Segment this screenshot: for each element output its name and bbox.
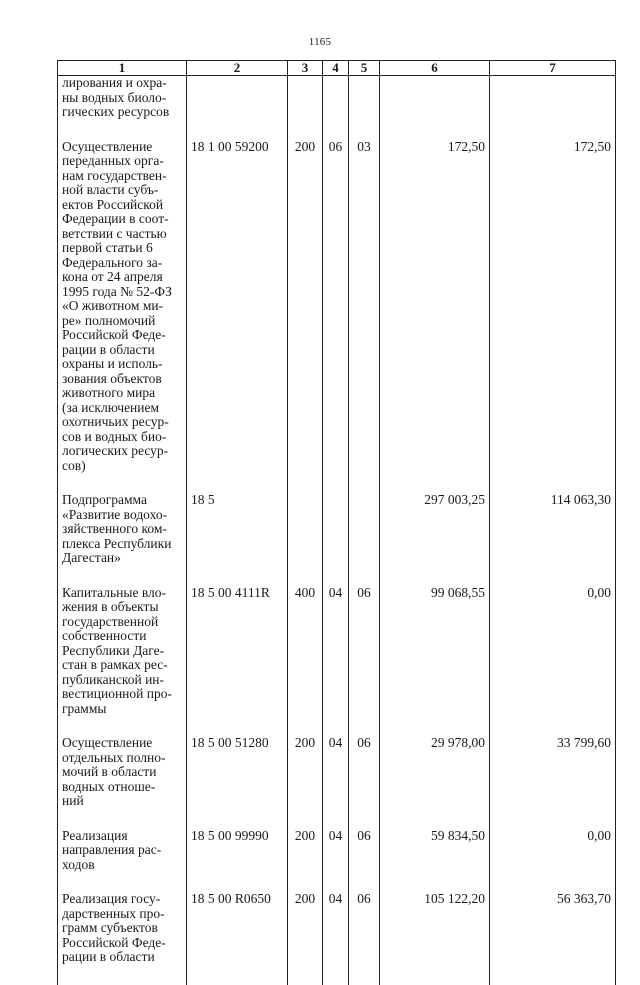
row-col5-cell (349, 493, 380, 586)
table-row (58, 493, 616, 586)
row-name-line: ходов (62, 856, 95, 872)
row-col6-amount: 297 003,25 (380, 493, 490, 586)
row-name-line: животного мира (62, 385, 156, 400)
row-name-cell (58, 140, 187, 494)
row-col6-amount (380, 76, 490, 140)
row-name-line: рации в области (62, 949, 155, 964)
table-row (58, 76, 616, 140)
row-col4-cell (323, 76, 349, 140)
row-name-line: направления рас- (62, 842, 162, 857)
row-col4-cell: 04 (323, 892, 349, 985)
row-code-cell (187, 76, 288, 140)
row-name-line: государственной (62, 613, 159, 629)
row-name-line: жения в объекты (62, 599, 159, 614)
row-name-line: Дагестан» (62, 550, 121, 565)
row-col5-cell: 03 (349, 140, 380, 494)
row-name-line: (за исключением (62, 399, 160, 415)
row-col6-amount: 59 834,50 (380, 829, 490, 893)
row-name-line: охраны и исполь- (62, 356, 163, 371)
row-name-line: гических ресурсов (62, 104, 170, 119)
header-col-5: 5 (349, 61, 380, 76)
row-name-line: сов и водных био- (62, 428, 167, 444)
row-name-line: ний (62, 793, 84, 808)
row-col3-cell (288, 493, 323, 586)
row-name-line: ре» полномочий (62, 312, 156, 328)
row-col3-cell: 200 (288, 140, 323, 494)
row-col7-amount: 0,00 (490, 586, 616, 737)
header-col-2: 2 (187, 61, 288, 76)
row-col6-amount: 29 978,00 (380, 736, 490, 829)
row-code-cell: 18 5 00 51280 (187, 736, 288, 829)
table-row (58, 829, 616, 893)
row-name-line: первой статьи 6 (62, 240, 153, 255)
row-col7-amount: 172,50 (490, 140, 616, 494)
row-col7-amount: 33 799,60 (490, 736, 616, 829)
row-code-cell: 18 5 00 4111R (187, 586, 288, 737)
row-col5-cell: 06 (349, 736, 380, 829)
row-name-line: Федерации в соот- (62, 211, 169, 226)
row-name-line: Осуществление (62, 735, 153, 750)
row-name-line: мочий в области (62, 764, 157, 779)
row-name-line: дарственных про- (62, 905, 165, 921)
header-col-6: 6 (380, 61, 490, 76)
row-name-line: охотничьих ресур- (62, 414, 169, 429)
table-body (58, 76, 616, 985)
row-name-line: ветствии с частью (62, 225, 167, 241)
row-name-line: переданных орга- (62, 153, 164, 168)
header-col-7: 7 (490, 61, 616, 76)
table-row (58, 736, 616, 829)
row-name-cell (58, 829, 187, 893)
row-col5-cell: 06 (349, 586, 380, 737)
row-col3-cell: 400 (288, 586, 323, 737)
row-name-line: рации в области (62, 341, 155, 357)
row-col6-amount: 172,50 (380, 140, 490, 494)
row-name-line: Российской Феде- (62, 327, 166, 342)
row-name-line: нам государствен- (62, 167, 167, 183)
row-name-line: грамм субъектов (62, 920, 158, 935)
row-name-line: граммы (62, 700, 107, 716)
row-name-line: собственности (62, 628, 147, 643)
row-name-cell (58, 76, 187, 140)
row-col7-amount (490, 76, 616, 140)
row-col4-cell: 04 (323, 586, 349, 737)
table-row (58, 892, 616, 985)
row-name-line: сов) (62, 457, 86, 473)
row-name-line: «О животном ми- (62, 298, 164, 313)
row-name-line: ны водных биоло- (62, 89, 167, 105)
row-name-line: Реализация госу- (62, 891, 161, 906)
row-col7-amount: 56 363,70 (490, 892, 616, 985)
table-header-row (58, 61, 616, 76)
row-name-line: зования объектов (62, 370, 162, 386)
row-col3-cell: 200 (288, 736, 323, 829)
row-col5-cell: 06 (349, 829, 380, 893)
row-name-line: «Развитие водохо- (62, 506, 168, 522)
row-name-cell (58, 493, 187, 586)
row-col5-cell (349, 76, 380, 140)
row-name-line: плекса Республики (62, 535, 172, 551)
header-col-4: 4 (323, 61, 349, 76)
row-name-line: Подпрограмма (62, 492, 147, 507)
row-name-line: вестиционной про- (62, 686, 172, 701)
row-name-cell (58, 736, 187, 829)
row-col7-amount: 0,00 (490, 829, 616, 893)
row-name-line: кона от 24 апреля (62, 269, 163, 284)
row-name-line: отдельных полно- (62, 749, 166, 765)
table-row (58, 586, 616, 737)
row-name-line: зяйственного ком- (62, 521, 167, 536)
row-code-cell: 18 5 00 R0650 (187, 892, 288, 985)
row-name-line: Капитальные вло- (62, 584, 166, 600)
row-col3-cell: 200 (288, 829, 323, 893)
header-col-1: 1 (58, 61, 187, 76)
row-code-cell: 18 5 00 99990 (187, 829, 288, 893)
budget-table (57, 60, 616, 985)
row-name-line: водных отноше- (62, 778, 156, 794)
header-col-3: 3 (288, 61, 323, 76)
row-col4-cell: 04 (323, 736, 349, 829)
row-name-line: Осуществление (62, 138, 153, 154)
row-col4-cell: 06 (323, 140, 349, 494)
row-name-line: ектов Российской (62, 196, 164, 212)
row-name-line: 1995 года № 52-ФЗ (62, 283, 172, 299)
row-name-line: публиканской ин- (62, 671, 165, 687)
row-code-cell: 18 5 (187, 493, 288, 586)
row-name-line: стан в рамках рес- (62, 657, 168, 672)
row-code-cell: 18 1 00 59200 (187, 140, 288, 494)
table-row (58, 140, 616, 494)
row-name-line: ной власти субъ- (62, 182, 159, 197)
row-col5-cell: 06 (349, 892, 380, 985)
row-col4-cell (323, 493, 349, 586)
row-name-line: Республики Даге- (62, 642, 165, 658)
row-col3-cell (288, 76, 323, 140)
row-name-line: Российской Феде- (62, 934, 166, 950)
row-name-cell (58, 892, 187, 985)
row-col6-amount: 105 122,20 (380, 892, 490, 985)
row-name-cell (58, 586, 187, 737)
row-name-line: Федерального за- (62, 254, 163, 270)
row-name-line: Реализация (62, 827, 128, 843)
row-name-line: логических ресур- (62, 443, 169, 458)
row-col6-amount: 99 068,55 (380, 586, 490, 737)
row-col7-amount: 114 063,30 (490, 493, 616, 586)
page-number: 1165 (308, 36, 332, 48)
row-col4-cell: 04 (323, 829, 349, 893)
row-name-line: лирования и охра- (62, 75, 167, 90)
row-col3-cell: 200 (288, 892, 323, 985)
